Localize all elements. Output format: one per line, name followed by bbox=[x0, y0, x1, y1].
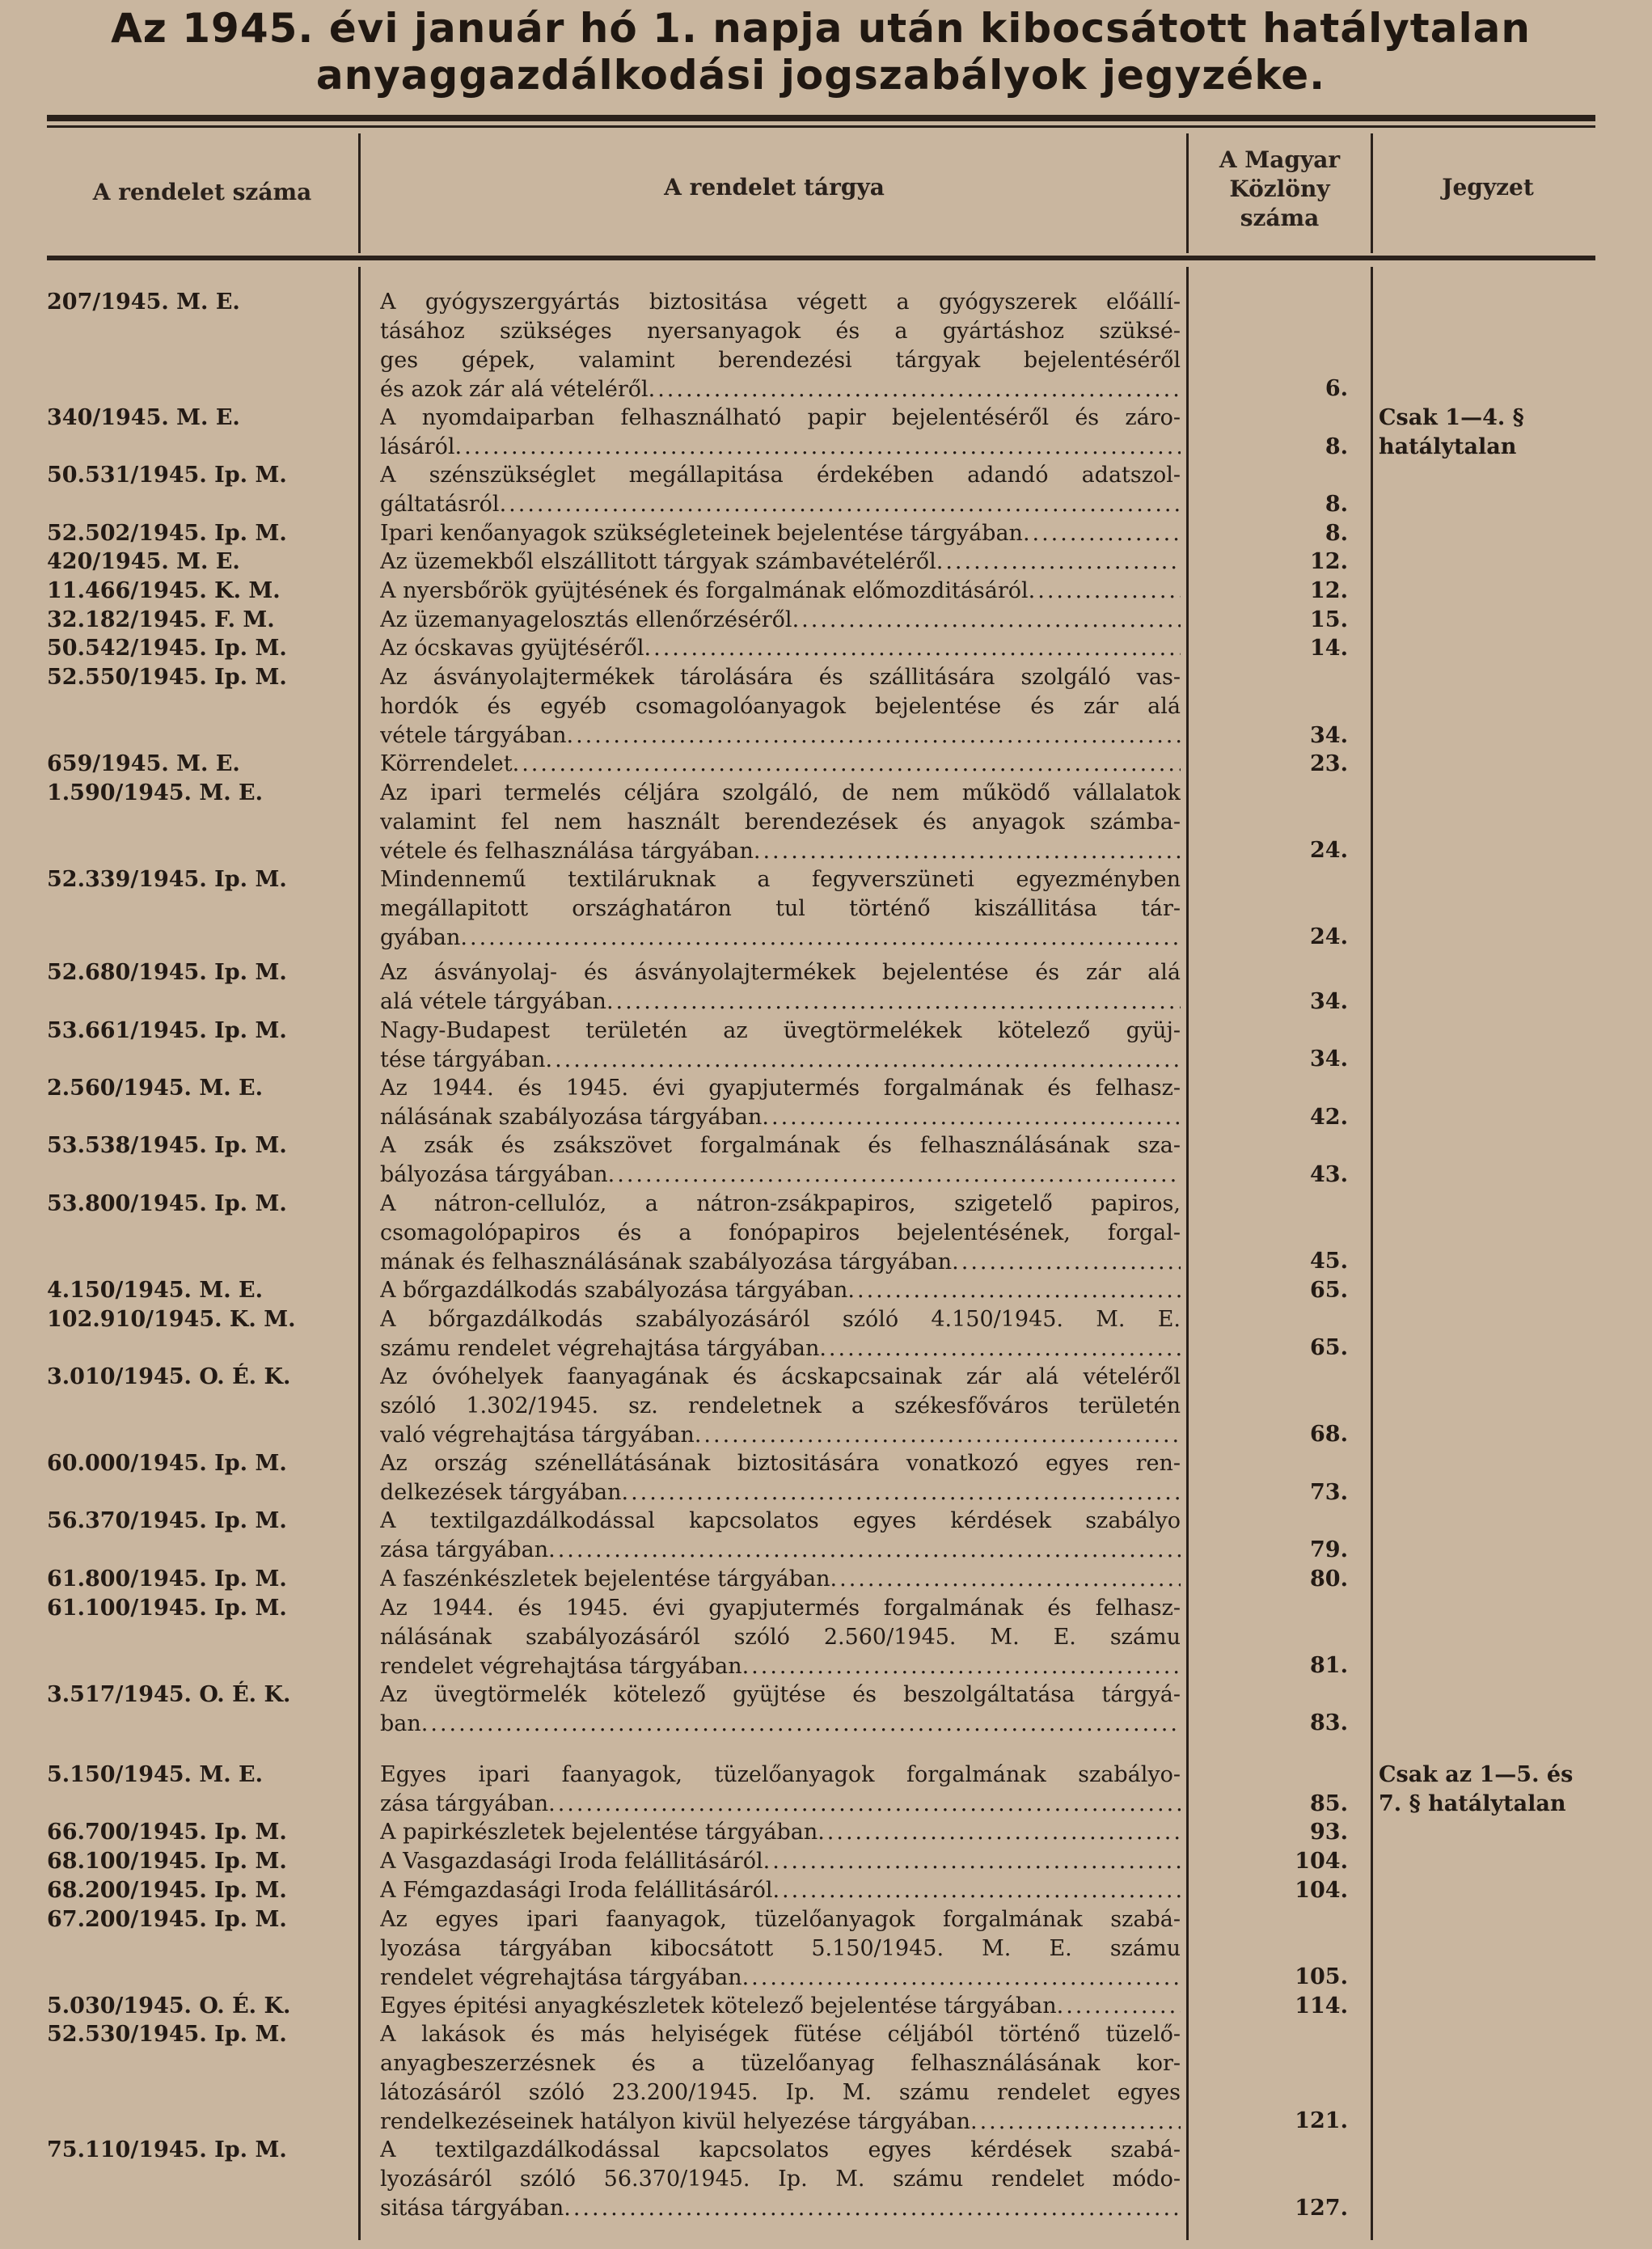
gazette-number: 8. bbox=[1325, 491, 1348, 517]
subject-line: Az ócskavas gyüjtéséről ..... bbox=[380, 634, 1181, 663]
subject-line: A papirkészletek bejelentése tárgyában ..... bbox=[380, 1818, 1181, 1847]
subject-line: A zsák és zsákszövet forgalmának és felhasználásának sza- bbox=[380, 1133, 1181, 1159]
regulation-subject bbox=[380, 865, 1181, 953]
dot-leader bbox=[970, 2107, 1181, 2137]
regulation-number: 52.530/1945. Ip. M. bbox=[47, 2022, 287, 2048]
regulation-subject bbox=[380, 750, 1181, 779]
dot-leader bbox=[460, 924, 1181, 953]
regulation-number: 75.110/1945. Ip. M. bbox=[47, 2137, 287, 2163]
regulation-number: 659/1945. M. E. bbox=[47, 751, 240, 777]
gazette-number: 81. bbox=[1310, 1652, 1348, 1678]
regulation-number: 1.590/1945. M. E. bbox=[47, 780, 264, 805]
subject-line: alá vétele tárgyában ..... bbox=[380, 987, 1181, 1017]
regulation-subject bbox=[380, 1276, 1181, 1305]
gazette-number: 73. bbox=[1310, 1479, 1348, 1505]
subject-line: és azok zár alá vételéről ..... bbox=[380, 375, 1181, 404]
gazette-number: 105. bbox=[1295, 1964, 1348, 1989]
regulation-subject bbox=[380, 634, 1181, 663]
regulation-number: 53.800/1945. Ip. M. bbox=[47, 1190, 287, 1216]
regulation-subject bbox=[380, 1305, 1181, 1363]
note-line: Csak 1—4. § bbox=[1379, 404, 1524, 430]
note bbox=[1379, 1761, 1605, 1819]
subject-line: vétele tárgyában ..... bbox=[380, 721, 1181, 750]
subject-line: Az üzemekből elszállitott tárgyak számbavételéről ..... bbox=[380, 547, 1181, 577]
gazette-number: 45. bbox=[1310, 1249, 1348, 1275]
regulation-subject bbox=[380, 779, 1181, 866]
subject-line: megállapitott országhatáron tul történő kiszállitása tár- bbox=[380, 896, 1181, 921]
subject-line: Az üzemanyagelosztás ellenőrzéséről ..... bbox=[380, 606, 1181, 635]
dot-leader bbox=[513, 750, 1181, 779]
subject-line: sitása tárgyában ..... bbox=[380, 2194, 1181, 2223]
gazette-number: 83. bbox=[1310, 1710, 1348, 1736]
subject-line: valamint fel nem használt berendezések és anyagok számba- bbox=[380, 809, 1181, 835]
regulation-subject bbox=[380, 1905, 1181, 1993]
regulation-subject bbox=[380, 577, 1181, 606]
subject-line: nálásának szabályozása tárgyában ..... bbox=[380, 1103, 1181, 1132]
subject-line: A Fémgazdasági Iroda felállitásáról ..... bbox=[380, 1876, 1181, 1905]
regulation-subject bbox=[380, 547, 1181, 577]
note-line: hatálytalan bbox=[1379, 433, 1517, 459]
gazette-number: 12. bbox=[1310, 549, 1348, 575]
dot-leader bbox=[1029, 577, 1181, 606]
regulation-subject bbox=[380, 2136, 1181, 2223]
regulation-subject bbox=[380, 1876, 1181, 1905]
subject-line: A szénszükséglet megállapitása érdekében adandó adatszol- bbox=[380, 463, 1181, 488]
subject-line: lásáról ..... bbox=[380, 433, 1181, 462]
gazette-number: 80. bbox=[1310, 1566, 1348, 1592]
regulation-number: 11.466/1945. K. M. bbox=[47, 578, 281, 603]
subject-line: A textilgazdálkodással kapcsolatos egyes kérdések szabá- bbox=[380, 2137, 1181, 2163]
subject-line: hordók és egyéb csomagolóanyagok bejelentése és zár alá bbox=[380, 694, 1181, 720]
regulation-subject bbox=[380, 1131, 1181, 1190]
dot-leader bbox=[649, 375, 1181, 404]
subject-line: A bőrgazdálkodás szabályozása tárgyában ..... bbox=[380, 1276, 1181, 1305]
dot-leader bbox=[763, 1847, 1181, 1876]
regulation-number: 420/1945. M. E. bbox=[47, 549, 240, 575]
gazette-header-line: Közlöny bbox=[1229, 175, 1330, 202]
subject-line: tásához szükséges nyersanyagok és a gyártáshoz szüksé- bbox=[380, 319, 1181, 344]
subject-line: A Vasgazdasági Iroda felállitásáról ..... bbox=[380, 1847, 1181, 1876]
gazette-number: 34. bbox=[1310, 722, 1348, 748]
subject-line: Egyes ipari faanyagok, tüzelőanyagok forgalmának szabályo- bbox=[380, 1762, 1181, 1787]
subject-line: Az egyes ipari faanyagok, tüzelőanyagok forgalmának szabá- bbox=[380, 1906, 1181, 1932]
gazette-number: 93. bbox=[1310, 1820, 1348, 1845]
regulation-number: 5.030/1945. O. É. K. bbox=[47, 1993, 291, 2019]
regulation-number: 52.502/1945. Ip. M. bbox=[47, 520, 287, 546]
dot-leader bbox=[792, 606, 1181, 635]
regulation-number: 68.100/1945. Ip. M. bbox=[47, 1849, 287, 1875]
regulation-number: 61.100/1945. Ip. M. bbox=[47, 1595, 287, 1621]
dot-leader bbox=[819, 1334, 1181, 1363]
subject-line: Az üvegtörmelék kötelező gyüjtése és beszolgáltatása tárgyá- bbox=[380, 1681, 1181, 1707]
regulation-number: 68.200/1945. Ip. M. bbox=[47, 1877, 287, 1903]
gazette-header-line: száma bbox=[1240, 205, 1320, 231]
regulation-subject bbox=[380, 519, 1181, 548]
dot-leader bbox=[695, 1421, 1181, 1450]
subject-line: való végrehajtása tárgyában ..... bbox=[380, 1421, 1181, 1450]
subject-line: A nátron-cellulóz, a nátron-zsákpapiros, szigetelő papiros, bbox=[380, 1190, 1181, 1216]
dot-leader bbox=[454, 433, 1181, 462]
subject-line: A bőrgazdálkodás szabályozásáról szóló 4.150/1945. M. E. bbox=[380, 1306, 1181, 1332]
gazette-number: 65. bbox=[1310, 1335, 1348, 1361]
regulation-number: 66.700/1945. Ip. M. bbox=[47, 1820, 287, 1845]
regulation-subject bbox=[380, 663, 1181, 750]
subject-line: gyában ..... bbox=[380, 924, 1181, 953]
regulation-subject bbox=[380, 1992, 1181, 2021]
subject-line: ban ..... bbox=[380, 1710, 1181, 1739]
gazette-number: 43. bbox=[1310, 1162, 1348, 1187]
column-header-subject: A rendelet tárgya bbox=[664, 174, 885, 201]
regulation-number: 5.150/1945. M. E. bbox=[47, 1762, 264, 1787]
regulation-subject bbox=[380, 1507, 1181, 1565]
title-line-1: Az 1945. évi január hó 1. napja után kibocsátott hatálytalan bbox=[111, 5, 1531, 52]
subject-line: Az ipari termelés céljára szolgáló, de nem működő vállalatok bbox=[380, 780, 1181, 805]
subject-line: Az 1944. és 1945. évi gyapjutermés forgalmának és felhasz- bbox=[380, 1595, 1181, 1621]
subject-line: gáltatásról ..... bbox=[380, 490, 1181, 519]
subject-line: rendelet végrehajtása tárgyában ..... bbox=[380, 1652, 1181, 1681]
gazette-number: 34. bbox=[1310, 988, 1348, 1014]
dot-leader bbox=[1057, 1992, 1181, 2021]
subject-line: A textilgazdálkodással kapcsolatos egyes kérdések szabályo bbox=[380, 1508, 1181, 1534]
regulation-subject bbox=[380, 1363, 1181, 1450]
subject-line: zása tárgyában ..... bbox=[380, 1790, 1181, 1819]
gazette-number: 127. bbox=[1295, 2195, 1348, 2221]
dot-leader bbox=[564, 2194, 1181, 2223]
regulation-subject bbox=[380, 1017, 1181, 1075]
gazette-number: 114. bbox=[1295, 1993, 1348, 2019]
subject-line: A nyersbőrök gyüjtésének és forgalmának előmozditásáról ..... bbox=[380, 577, 1181, 606]
regulation-subject bbox=[380, 1847, 1181, 1876]
regulation-number: 67.200/1945. Ip. M. bbox=[47, 1906, 287, 1932]
gazette-number: 65. bbox=[1310, 1277, 1348, 1303]
subject-line: számu rendelet végrehajtása tárgyában ..... bbox=[380, 1334, 1181, 1363]
dot-leader bbox=[772, 1876, 1181, 1905]
gazette-number: 85. bbox=[1310, 1790, 1348, 1816]
gazette-number: 121. bbox=[1295, 2108, 1348, 2134]
subject-line: delkezések tárgyában ..... bbox=[380, 1478, 1181, 1507]
regulation-number: 53.538/1945. Ip. M. bbox=[47, 1133, 287, 1159]
subject-line: Egyes épitési anyagkészletek kötelező bejelentése tárgyában ..... bbox=[380, 1992, 1181, 2021]
dot-leader bbox=[567, 721, 1181, 750]
regulation-subject bbox=[380, 461, 1181, 519]
regulation-subject bbox=[380, 958, 1181, 1017]
subject-line: nálásának szabályozásáról szóló 2.560/1945. M. E. számu bbox=[380, 1624, 1181, 1650]
gazette-number: 23. bbox=[1310, 751, 1348, 777]
subject-line: rendelkezéseinek hatályon kivül helyezése tárgyában ..... bbox=[380, 2107, 1181, 2137]
subject-line: rendelet végrehajtása tárgyában ..... bbox=[380, 1964, 1181, 1993]
subject-line: ges gépek, valamint berendezési tárgyak bejelentéséről bbox=[380, 348, 1181, 373]
dot-leader bbox=[548, 1536, 1181, 1565]
subject-line: tése tárgyában ..... bbox=[380, 1046, 1181, 1075]
subject-line: A lakások és más helyiségek fütése céljából történő tüzelő- bbox=[380, 2022, 1181, 2048]
subject-line: csomagolópapiros és a fonópapiros bejelentésének, forgal- bbox=[380, 1220, 1181, 1245]
regulation-number: 207/1945. M. E. bbox=[47, 290, 240, 315]
dot-leader bbox=[621, 1478, 1181, 1507]
gazette-number: 6. bbox=[1325, 376, 1348, 402]
subject-line: Az ország szénellátásának biztositására vonatkozó egyes ren- bbox=[380, 1451, 1181, 1476]
regulation-number: 52.550/1945. Ip. M. bbox=[47, 665, 287, 691]
gazette-header-line: A Magyar bbox=[1219, 146, 1341, 173]
subject-line: mának és felhasználásának szabályozása tárgyában ..... bbox=[380, 1248, 1181, 1277]
subject-line: Mindennemű textiláruknak a fegyverszüneti egyezményben bbox=[380, 867, 1181, 892]
gazette-number: 15. bbox=[1310, 607, 1348, 632]
note-line: Csak az 1—5. és bbox=[1379, 1762, 1574, 1787]
subject-line: A faszénkészletek bejelentése tárgyában ..... bbox=[380, 1565, 1181, 1594]
regulation-number: 3.517/1945. O. É. K. bbox=[47, 1681, 291, 1707]
gazette-number: 104. bbox=[1295, 1877, 1348, 1903]
gazette-number: 24. bbox=[1310, 838, 1348, 864]
regulation-number: 56.370/1945. Ip. M. bbox=[47, 1508, 287, 1534]
subject-line: Körrendelet ..... bbox=[380, 750, 1181, 779]
regulation-number: 50.542/1945. Ip. M. bbox=[47, 636, 287, 662]
subject-line: Nagy-Budapest területén az üvegtörmelékek kötelező gyüj- bbox=[380, 1017, 1181, 1043]
gazette-number: 12. bbox=[1310, 578, 1348, 603]
regulation-subject bbox=[380, 1594, 1181, 1681]
regulation-subject bbox=[380, 1761, 1181, 1819]
regulation-number: 2.560/1945. M. E. bbox=[47, 1075, 264, 1101]
dot-leader bbox=[742, 1964, 1181, 1993]
gazette-number: 34. bbox=[1310, 1046, 1348, 1072]
dot-leader bbox=[421, 1710, 1181, 1739]
regulation-number: 61.800/1945. Ip. M. bbox=[47, 1566, 287, 1592]
dot-leader bbox=[830, 1565, 1181, 1594]
subject-line: Az óvóhelyek faanyagának és ácskapcsainak zár alá vételéről bbox=[380, 1363, 1181, 1389]
subject-line: Az ásványolaj- és ásványolajtermékek bejelentése és zár alá bbox=[380, 960, 1181, 986]
regulation-number: 4.150/1945. M. E. bbox=[47, 1277, 264, 1303]
regulation-number: 52.339/1945. Ip. M. bbox=[47, 867, 287, 892]
dot-leader bbox=[546, 1046, 1181, 1075]
subject-line: Az ásványolajtermékek tárolására és szállitására szolgáló vas- bbox=[380, 665, 1181, 691]
regulation-subject bbox=[380, 1449, 1181, 1507]
dot-leader bbox=[606, 987, 1181, 1017]
column-header-number: A rendelet száma bbox=[92, 179, 312, 205]
dot-leader bbox=[754, 837, 1181, 866]
regulation-subject bbox=[380, 1818, 1181, 1847]
regulation-subject bbox=[380, 1074, 1181, 1132]
regulation-subject bbox=[380, 2020, 1181, 2137]
gazette-number: 8. bbox=[1325, 433, 1348, 459]
note-line: 7. § hatálytalan bbox=[1379, 1791, 1566, 1816]
regulation-subject bbox=[380, 1190, 1181, 1277]
subject-line: anyagbeszerzésnek és a tüzelőanyag felhasználásának kor- bbox=[380, 2051, 1181, 2077]
dot-leader bbox=[818, 1818, 1181, 1847]
subject-line: zása tárgyában ..... bbox=[380, 1536, 1181, 1565]
regulation-number: 50.531/1945. Ip. M. bbox=[47, 463, 287, 488]
subject-line: bályozása tárgyában ..... bbox=[380, 1160, 1181, 1190]
dot-leader bbox=[644, 634, 1181, 663]
dot-leader bbox=[742, 1652, 1181, 1681]
subject-line: vétele és felhasználása tárgyában ..... bbox=[380, 837, 1181, 866]
dot-leader bbox=[500, 490, 1181, 519]
gazette-number: 42. bbox=[1310, 1104, 1348, 1130]
regulation-number: 340/1945. M. E. bbox=[47, 404, 240, 430]
subject-line: szóló 1.302/1945. sz. rendeletnek a székesfőváros területén bbox=[380, 1393, 1181, 1418]
regulation-number: 52.680/1945. Ip. M. bbox=[47, 960, 287, 986]
gazette-number: 8. bbox=[1325, 520, 1348, 546]
dot-leader bbox=[952, 1248, 1181, 1277]
gazette-number: 68. bbox=[1310, 1422, 1348, 1448]
title-line-2: anyaggazdálkodási jogszabályok jegyzéke. bbox=[315, 52, 1326, 99]
dot-leader bbox=[936, 547, 1181, 577]
regulation-subject bbox=[380, 404, 1181, 462]
gazette-number: 104. bbox=[1295, 1849, 1348, 1875]
gazette-number: 79. bbox=[1310, 1537, 1348, 1563]
gazette-number: 14. bbox=[1310, 636, 1348, 662]
regulation-number: 3.010/1945. O. É. K. bbox=[47, 1363, 291, 1389]
subject-line: Az 1944. és 1945. évi gyapjutermés forgalmának és felhasz- bbox=[380, 1075, 1181, 1101]
dot-leader bbox=[608, 1160, 1181, 1190]
regulation-number: 53.661/1945. Ip. M. bbox=[47, 1017, 287, 1043]
dot-leader bbox=[847, 1276, 1181, 1305]
subject-line: A gyógyszergyártás biztositása végett a gyógyszerek előállí- bbox=[380, 290, 1181, 315]
subject-line: lyozásáról szóló 56.370/1945. Ip. M. számu rendelet módo- bbox=[380, 2167, 1181, 2192]
regulation-number: 32.182/1945. F. M. bbox=[47, 607, 275, 632]
regulation-subject bbox=[380, 606, 1181, 635]
dot-leader bbox=[548, 1790, 1181, 1819]
dot-leader bbox=[762, 1103, 1181, 1132]
subject-line: Ipari kenőanyagok szükségleteinek bejelentése tárgyában ..... bbox=[380, 519, 1181, 548]
regulation-subject bbox=[380, 1680, 1181, 1739]
subject-line: látozásáról szóló 23.200/1945. Ip. M. számu rendelet egyes bbox=[380, 2080, 1181, 2106]
subject-line: lyozása tárgyában kibocsátott 5.150/1945. M. E. számu bbox=[380, 1935, 1181, 1961]
regulation-number: 102.910/1945. K. M. bbox=[47, 1306, 296, 1332]
note bbox=[1379, 404, 1605, 462]
subject-line: A nyomdaiparban felhasználható papir bejelentéséről és záro- bbox=[380, 404, 1181, 430]
gazette-number: 24. bbox=[1310, 924, 1348, 950]
regulation-subject bbox=[380, 288, 1181, 404]
regulation-subject bbox=[380, 1565, 1181, 1594]
dot-leader bbox=[1023, 519, 1181, 548]
regulation-number: 60.000/1945. Ip. M. bbox=[47, 1451, 287, 1476]
column-header-note: Jegyzet bbox=[1442, 174, 1534, 201]
